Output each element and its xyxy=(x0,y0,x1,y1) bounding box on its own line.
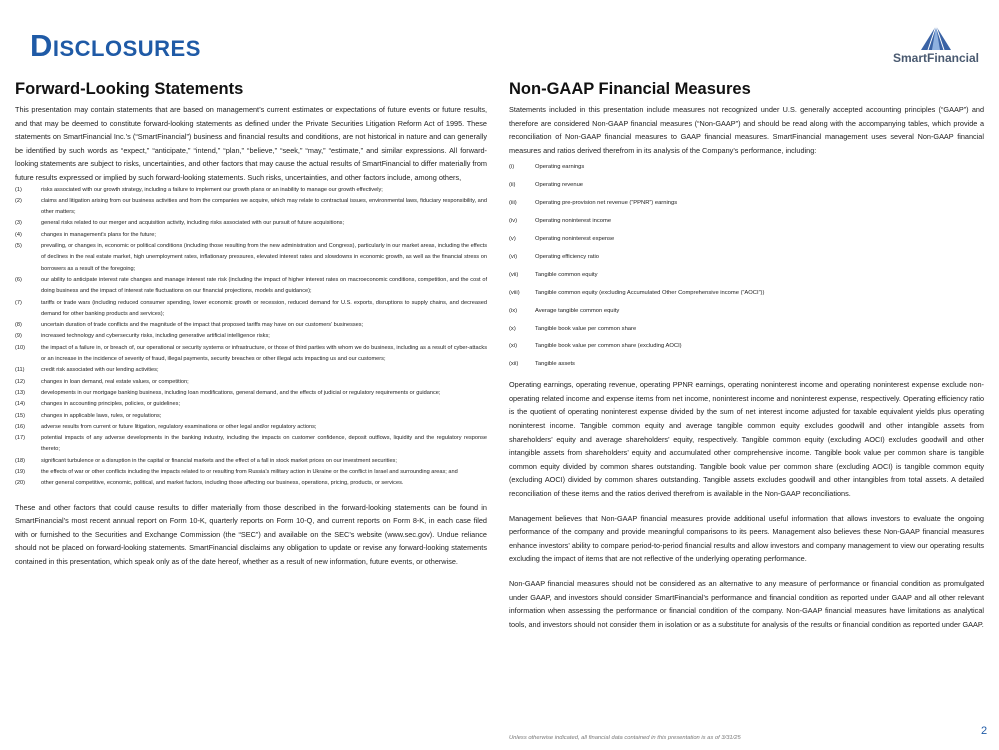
risk-item-text: potential impacts of any adverse developments in the banking industry, including the impacts on customer confidence, deposit outflows, liquidity and the regulatory response thereto; xyxy=(41,435,487,453)
logo-wordmark: SmartFinancial xyxy=(892,51,980,65)
measure-item-number: (iii) xyxy=(509,200,517,207)
measure-item-text: Tangible assets xyxy=(535,361,575,368)
risk-item xyxy=(15,241,487,275)
risk-item xyxy=(15,422,487,433)
measure-item xyxy=(509,321,984,339)
risk-item-text: adverse results from current or future litigation, regulatory examinations or other legal and/or regulatory actions; xyxy=(41,423,317,430)
forward-looking-section xyxy=(15,80,487,569)
risk-item-text: other general competitive, economic, political, and market factors, including those affecting our business, operations, pricing, products, or services. xyxy=(41,480,404,487)
risk-item xyxy=(15,331,487,342)
risk-item-text: developments in our mortgage banking business, including loan modifications, general demand, and the effects of judicial or regulatory requirements or guidance; xyxy=(41,389,441,396)
measure-item xyxy=(509,195,984,213)
risk-item-number: (4) xyxy=(15,231,22,238)
non-gaap-heading: Non-GAAP Financial Measures xyxy=(509,80,751,98)
risk-item xyxy=(15,196,487,219)
measure-item-text: Tangible common equity (excluding Accumulated Other Comprehensive income (“AOCI”)) xyxy=(535,289,765,296)
measure-list xyxy=(509,159,984,374)
risk-item-number: (20) xyxy=(15,480,25,487)
risk-item xyxy=(15,365,487,376)
risk-item xyxy=(15,298,487,321)
risk-list xyxy=(15,185,487,490)
risk-item xyxy=(15,275,487,298)
company-logo xyxy=(884,26,988,65)
risk-item-text: tariffs or trade wars (including reduced consumer spending, lower economic growth or recession, reduced demand for U.S. exports, disruptions to supply chains, and decreased demand for other banking products and services); xyxy=(41,299,487,317)
measure-item-text: Average tangible common equity xyxy=(535,307,620,314)
risk-item-number: (9) xyxy=(15,333,22,340)
measure-item-number: (xi) xyxy=(509,343,518,350)
risk-item-text: our ability to anticipate interest rate changes and manage interest rate risk (including the impact of higher interest rates on macroeconomic conditions, competition, and the cost of doing business and the impact of interest rate fluctuations on our financial projections, models and guidance); xyxy=(41,276,487,295)
risk-item-number: (16) xyxy=(15,423,25,430)
risk-item-number: (13) xyxy=(15,389,25,396)
risk-item xyxy=(15,185,487,196)
risk-item-number: (5) xyxy=(15,243,22,250)
risk-item-text: the impact of a failure in, or breach of, our operational or security systems or infrastructure, or those of third parties with whom we do business, including as a result of cyber-attacks or an increase in the incidence of severity of fraud, illegal payments, security breaches or other illegal acts impacting us and our customers; xyxy=(41,344,487,363)
risk-item-number: (10) xyxy=(15,344,25,351)
risk-item xyxy=(15,433,487,456)
risk-item xyxy=(15,230,487,241)
risk-item-number: (2) xyxy=(15,197,22,204)
risk-item xyxy=(15,467,487,478)
risk-item xyxy=(15,456,487,467)
risk-item-number: (14) xyxy=(15,401,25,408)
measure-item-text: Tangible common equity xyxy=(535,271,598,278)
measure-item-number: (ii) xyxy=(509,182,516,189)
measure-item xyxy=(509,356,984,374)
risk-item xyxy=(15,377,487,388)
measure-item xyxy=(509,303,984,321)
measure-item xyxy=(509,231,984,249)
risk-item-text: risks associated with our growth strategy, including a failure to implement our growth plans or an inability to manage our growth effectively; xyxy=(41,186,383,193)
measure-item-text: Operating earnings xyxy=(535,164,585,171)
risk-item xyxy=(15,399,487,410)
forward-looking-intro: This presentation may contain statements that are based on management’s current estimates or expectations of future events or future results, and that may be deemed to constitute forward-looking statements as defined under the Private Securities Litigation Reform Act of 1995. These statements on SmartFinancial Inc.’s (“SmartFinancial”) business and financial results and conditions, are not historical in nature and can generally be identified by such words as “expect,” “anticipate,” “intend,” “plan,” “believe,” “seek,” “may,” “estimate,” and similar expressions. All forward-looking statements are subject to risks, uncertainties, and other factors that may cause the actual results of SmartFinancial to differ materially from future results expressed or implied by such forward-looking statements. Such risks, uncertainties, and other factors include, among others, xyxy=(15,105,487,182)
forward-looking-heading: Forward-Looking Statements xyxy=(15,80,244,98)
measure-item-number: (vii) xyxy=(509,271,519,278)
risk-item-text: the effects of war or other conflicts including the impacts related to or resulting from Russia’s military action in Ukraine or the conflict in Israel and surrounding areas; and xyxy=(41,468,458,475)
measure-item-text: Tangible book value per common share xyxy=(535,325,637,332)
risk-item-text: credit risk associated with our lending activities; xyxy=(41,367,159,374)
measure-item xyxy=(509,267,984,285)
measure-item-text: Operating pre-provision net revenue (“PPNR”) earnings xyxy=(535,200,678,207)
risk-item-number: (6) xyxy=(15,276,22,283)
non-gaap-paragraph-2: Management believes that Non-GAAP financial measures provide additional useful information that allows investors to evaluate the ongoing performance of the company and provide meaningful comparisons to its peers. Management also believes these Non-GAAP financial measures enhance investors’ ability to compare period-to-period financial results and allow investors and company management to view our operating results excluding the impact of items that are not reflective of the underlying operating performance. xyxy=(509,513,984,564)
measure-item-number: (iv) xyxy=(509,218,518,225)
pyramid-logo-icon xyxy=(921,26,951,50)
risk-item-number: (18) xyxy=(15,457,25,464)
risk-item-text: changes in loan demand, real estate values, or competition; xyxy=(41,378,189,385)
measure-item-number: (i) xyxy=(509,164,515,171)
non-gaap-paragraph-3: Non-GAAP financial measures should not be considered as an alternative to any measure of performance or financial condition as promulgated under GAAP, and investors should consider SmartFinancial’s performance and financial condition as reported under GAAP and all other relevant information when assessing the performance or financial condition of the company. Non-GAAP financial measures have limitations as analytical tools, and investors should not consider them in isolation or as a substitute for analysis of the results or financial condition as reported under GAAP. xyxy=(509,578,984,629)
risk-item-text: general risks related to our merger and acquisition activity, including risks associated with our pursuit of future acquisitions; xyxy=(41,220,345,227)
risk-item-number: (8) xyxy=(15,322,22,329)
measure-item xyxy=(509,285,984,303)
risk-item-text: claims and litigation arising from our business activities and from the companies we acquire, which may relate to contractual issues, environmental laws, fiduciary responsibility, and other matters; xyxy=(41,197,487,216)
risk-item-text: uncertain duration of trade conflicts and the magnitude of the impact that proposed tariffs may have on our customers’ businesses; xyxy=(41,322,364,329)
measure-item-text: Operating noninterest income xyxy=(535,218,612,225)
risk-item-text: significant turbulence or a disruption in the capital or financial markets and the effect of a fall in stock market prices on our investment securities; xyxy=(41,457,397,464)
risk-item-number: (15) xyxy=(15,412,25,419)
measure-item xyxy=(509,249,984,267)
risk-item-number: (7) xyxy=(15,299,22,306)
risk-item-number: (3) xyxy=(15,220,22,227)
measure-item xyxy=(509,338,984,356)
risk-item xyxy=(15,478,487,489)
non-gaap-intro: Statements included in this presentation include measures not recognized under U.S. generally accepted accounting principles (“GAAP”) and therefore are considered Non-GAAP financial measures (“Non-GAAP”) and should be read along with the accompanying tables, which provide a reconciliation of Non-GAAP financial measures to GAAP financial measures. SmartFinancial management uses several Non-GAAP financial measures and ratios derived therefrom in its analysis of the Company’s performance, including: xyxy=(509,105,984,155)
measure-item-number: (xii) xyxy=(509,361,519,368)
measure-item-text: Operating noninterest expense xyxy=(535,236,615,242)
risk-item-number: (1) xyxy=(15,186,22,193)
measure-item xyxy=(509,213,984,231)
non-gaap-section xyxy=(509,80,984,631)
risk-item-text: changes in management’s plans for the future; xyxy=(41,231,156,238)
risk-item xyxy=(15,343,487,366)
risk-item xyxy=(15,388,487,399)
measure-item-number: (viii) xyxy=(509,289,520,296)
risk-item-number: (19) xyxy=(15,468,25,475)
footer-note: Unless otherwise indicated, all financial data contained in this presentation is as of 3/31/25 xyxy=(509,735,741,741)
measure-item-text: Operating revenue xyxy=(535,182,584,189)
risk-item-text: increased technology and cybersecurity risks, including generative artificial intelligence risks; xyxy=(41,333,270,340)
risk-item-number: (17) xyxy=(15,435,25,442)
measure-item xyxy=(509,177,984,195)
measure-item-text: Tangible book value per common share (excluding AOCI) xyxy=(535,343,682,350)
risk-item-number: (12) xyxy=(15,378,25,385)
measure-item-number: (v) xyxy=(509,236,516,242)
non-gaap-paragraph-1: Operating earnings, operating revenue, operating PPNR earnings, operating noninterest income and operating noninterest expense exclude non-operating related income and expense items from net income, noninterest income and noninterest expense, respectively. Operating efficiency ratio is the quotient of operating noninterest expense divided by the sum of net interest income adjusted for taxable equivalent yields plus operating noninterest income. Tangible common equity and average tangible common equity excludes goodwill and other intangible assets from shareholders’ equity and average shareholders’ equity, respectively. Tangible common equity (excluding AOCI) excludes goodwill and other intangible assets from shareholders’ equity and accumulated other comprehensive income. Tangible book value per common share is tangible common equity divided by common shares outstanding. Tangible book value per common share (excluding AOCI) is tangible common equity (excluding AOCI) divided by common shares outstanding. Tangible assets excludes goodwill and other intangibles from total assets. A detailed reconciliation of these items and the ratios derived therefrom is available in the Non-GAAP reconciliations. xyxy=(509,380,984,498)
measure-item-number: (ix) xyxy=(509,307,518,314)
measure-item-number: (vi) xyxy=(509,253,518,260)
risk-item-number: (11) xyxy=(15,367,25,374)
risk-item xyxy=(15,320,487,331)
risk-item-text: changes in applicable laws, rules, or regulations; xyxy=(41,412,162,419)
page-number: 2 xyxy=(981,725,988,737)
risk-item xyxy=(15,411,487,422)
forward-looking-closing: These and other factors that could cause results to differ materially from those described in the forward-looking statements can be found in SmartFinancial’s most recent annual report on Form 10-K, quarterly reports on Form 10-Q, and current reports on Form 8-K, in each case filed with or furnished to the Securities and Exchange Commission (the “SEC”) and available on the SEC’s website (www.sec.gov). Undue reliance should not be placed on forward-looking statements. SmartFinancial disclaims any obligation to update or revise any forward-looking statements contained in this presentation, which speak only as of the date hereof, whether as a result of new information, future events, or otherwise. xyxy=(15,502,487,566)
risk-item xyxy=(15,218,487,229)
measure-item xyxy=(509,159,984,177)
page-title: Disclosures xyxy=(30,28,201,63)
risk-item-text: changes in accounting principles, policies, or guidelines; xyxy=(41,401,180,408)
risk-item-text: prevailing, or changes in, economic or political conditions (including those resulting from the new administration and Congress), particularly in our market areas, including the effects of declines in the real estate market, high unemployment rates, inflationary pressures, elevated interest rates and slowdowns in economic growth, as well as the financial stress on borrowers as a result of the foregoing; xyxy=(41,243,487,272)
measure-item-text: Operating efficiency ratio xyxy=(535,253,600,260)
measure-item-number: (x) xyxy=(509,325,516,332)
